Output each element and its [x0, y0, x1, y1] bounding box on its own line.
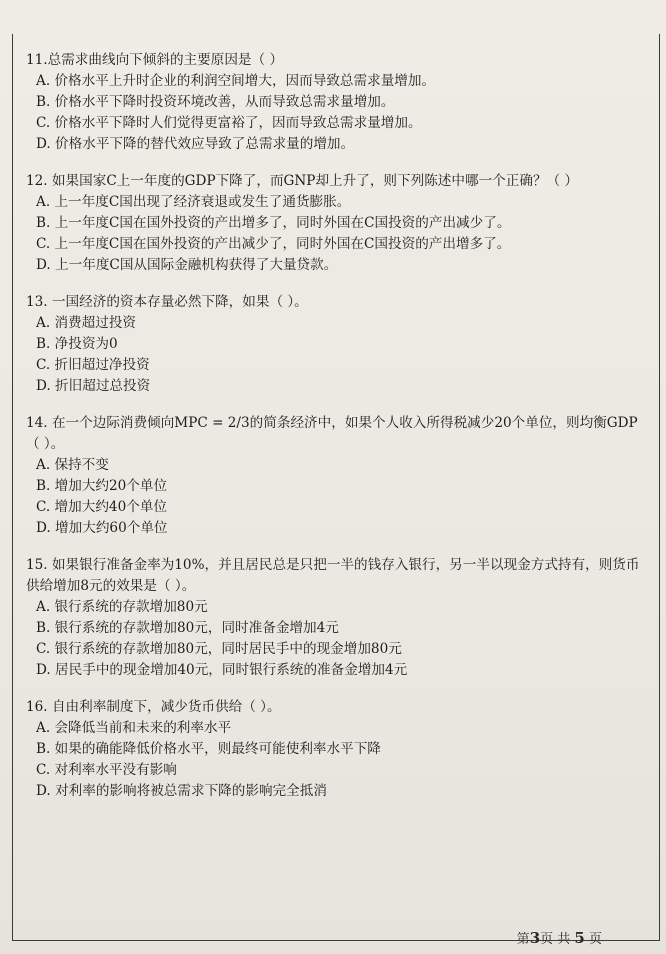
total-pages: 5 [574, 929, 585, 947]
page-prefix: 第 [516, 932, 530, 947]
option-a: A. 价格水平上升时企业的利润空间增大，因而导致总需求量增加。 [36, 73, 436, 89]
option-a: A. 保持不变 [36, 457, 109, 473]
current-page: 3 [529, 929, 541, 947]
question-11 [26, 50, 646, 155]
question-14 [26, 413, 646, 539]
option-b: B. 价格水平下降时投资环境改善，从而导致总需求量增加。 [36, 94, 395, 110]
page-mid: 页 共 [540, 932, 571, 947]
question-15 [26, 555, 646, 681]
question-stem: 12. 如果国家C上一年度的GDP下降了，而GNP却上升了，则下列陈述中哪一个正确？（ ） [26, 173, 579, 189]
option-b: B. 增加大约20个单位 [36, 478, 168, 494]
question-12 [26, 171, 646, 276]
option-a: A. 会降低当前和未来的利率水平 [36, 720, 232, 736]
page-suffix: 页 [588, 932, 602, 947]
option-b: B. 银行系统的存款增加80元，同时准备金增加4元 [36, 620, 339, 636]
option-d: D. 居民手中的现金增加40元，同时银行系统的准备金增加4元 [36, 662, 408, 678]
option-d: D. 增加大约60个单位 [36, 520, 168, 536]
option-d: D. 折旧超过总投资 [36, 378, 151, 394]
option-c: C. 银行系统的存款增加80元，同时居民手中的现金增加80元 [36, 641, 402, 657]
option-c: C. 价格水平下降时人们觉得更富裕了，因而导致总需求量增加。 [36, 115, 422, 131]
option-b: B. 净投资为0 [36, 336, 118, 352]
question-stem: 16. 自由利率制度下，减少货币供给（ ）。 [26, 699, 281, 715]
option-d: D. 上一年度C国从国际金融机构获得了大量贷款。 [36, 257, 338, 273]
question-stem: 11.总需求曲线向下倾斜的主要原因是（ ） [26, 52, 284, 68]
option-c: C. 折旧超过净投资 [36, 357, 150, 373]
option-c: C. 上一年度C国在国外投资的产出减少了，同时外国在C国投资的产出增多了。 [36, 236, 511, 252]
option-b: B. 如果的确能降低价格水平，则最终可能使利率水平下降 [36, 741, 381, 757]
question-13 [26, 292, 646, 397]
option-a: A. 上一年度C国出现了经济衰退或发生了通货膨胀。 [36, 194, 351, 210]
option-d: D. 对利率的影响将被总需求下降的影响完全抵消 [36, 783, 327, 799]
question-16 [26, 697, 646, 802]
question-stem: 13. 一国经济的资本存量必然下降，如果（ ）。 [26, 294, 308, 310]
option-c: C. 增加大约40个单位 [36, 499, 168, 515]
page-number [517, 928, 602, 947]
option-c: C. 对利率水平没有影响 [36, 762, 177, 778]
question-stem: 14. 在一个边际消费倾向MPC = 2/3的简条经济中，如果个人收入所得税减少20个单位，则均衡GDP（ ）。 [26, 415, 638, 452]
option-a: A. 消费超过投资 [36, 315, 137, 331]
question-stem: 15. 如果银行准备金率为10%，并且居民总是只把一半的钱存入银行，另一半以现金方式持有，则货币供给增加8元的效果是（ ）。 [26, 557, 640, 594]
question-list [26, 50, 646, 818]
option-b: B. 上一年度C国在国外投资的产出增多了，同时外国在C国投资的产出减少了。 [36, 215, 511, 231]
option-d: D. 价格水平下降的替代效应导致了总需求量的增加。 [36, 136, 355, 152]
option-a: A. 银行系统的存款增加80元 [36, 599, 208, 615]
